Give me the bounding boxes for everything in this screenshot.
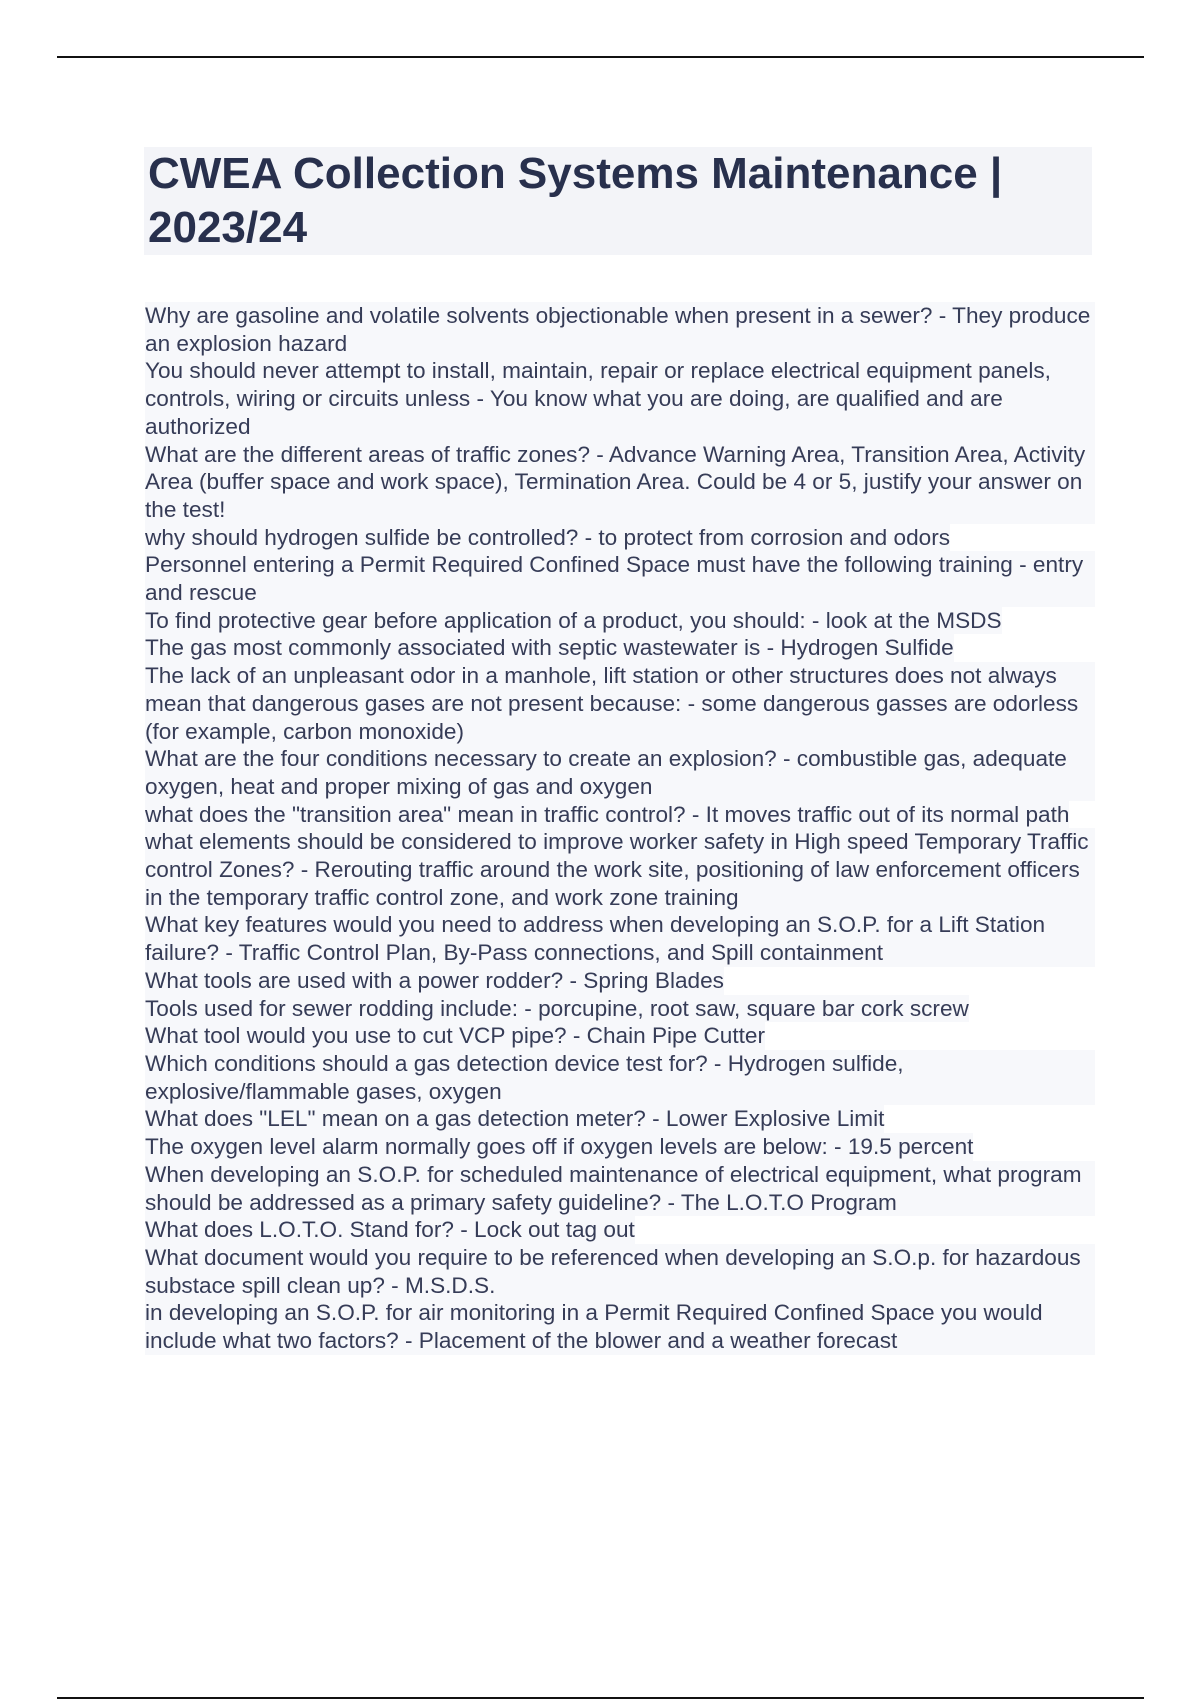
qa-item: What does "LEL" mean on a gas detection meter? - Lower Explosive Limit	[145, 1106, 885, 1132]
qa-item: When developing an S.O.P. for scheduled maintenance of electrical equipment, what program should be addressed as a primary safety guideline? - The L.O.T.O Program	[145, 1161, 1095, 1216]
qa-list	[145, 302, 1095, 1355]
qa-item: why should hydrogen sulfide be controlled? - to protect from corrosion and odors	[145, 524, 951, 550]
qa-item: Why are gasoline and volatile solvents objectionable when present in a sewer? - They produce an explosion hazard	[145, 302, 1095, 357]
title-block	[144, 147, 1092, 255]
qa-item: What tool would you use to cut VCP pipe? - Chain Pipe Cutter	[145, 1023, 765, 1049]
qa-item: What tools are used with a power rodder? - Spring Blades	[145, 967, 724, 993]
qa-item: What key features would you need to address when developing an S.O.P. for a Lift Station failure? - Traffic Control Plan, By-Pass connections, and Spill containment	[145, 911, 1095, 966]
qa-item: The lack of an unpleasant odor in a manhole, lift station or other structures does not always mean that dangerous gases are not present because: - some dangerous gasses are odorless (for example, carbon monoxide)	[145, 662, 1095, 745]
qa-item: You should never attempt to install, maintain, repair or replace electrical equipment panels, controls, wiring or circuits unless - You know what you are doing, are qualified and are authorized	[145, 357, 1095, 440]
bottom-divider	[57, 1697, 1144, 1699]
qa-item: What does L.O.T.O. Stand for? - Lock out tag out	[145, 1217, 635, 1243]
top-divider	[57, 56, 1144, 58]
qa-item: What are the different areas of traffic zones? - Advance Warning Area, Transition Area, Activity Area (buffer space and work space), Termination Area. Could be 4 or 5, justify your answer on the test!	[145, 441, 1095, 524]
qa-item: Personnel entering a Permit Required Confined Space must have the following training - entry and rescue	[145, 551, 1095, 606]
qa-item: The oxygen level alarm normally goes off if oxygen levels are below: - 19.5 percent	[145, 1134, 974, 1160]
qa-item: To find protective gear before application of a product, you should: - look at the MSDS	[145, 607, 1002, 633]
qa-item: Which conditions should a gas detection device test for? - Hydrogen sulfide, explosive/flammable gases, oxygen	[145, 1050, 1095, 1105]
qa-item: What document would you require to be referenced when developing an S.O.p. for hazardous substace spill clean up? - M.S.D.S.	[145, 1244, 1095, 1299]
qa-item: in developing an S.O.P. for air monitoring in a Permit Required Confined Space you would include what two factors? - Placement of the blower and a weather forecast	[145, 1299, 1095, 1354]
qa-item: What are the four conditions necessary to create an explosion? - combustible gas, adequate oxygen, heat and proper mixing of gas and oxygen	[145, 745, 1095, 800]
qa-item: The gas most commonly associated with septic wastewater is - Hydrogen Sulfide	[145, 635, 954, 661]
qa-item: what elements should be considered to improve worker safety in High speed Temporary Traffic control Zones? - Rerouting traffic around the work site, positioning of law enforcement officers in the temporary traffic control zone, and work zone training	[145, 828, 1095, 911]
document-title: CWEA Collection Systems Maintenance | 2023/24	[148, 149, 1003, 252]
qa-item: Tools used for sewer rodding include: - porcupine, root saw, square bar cork screw	[145, 995, 969, 1021]
qa-item: what does the "transition area" mean in traffic control? - It moves traffic out of its normal path	[145, 801, 1070, 827]
